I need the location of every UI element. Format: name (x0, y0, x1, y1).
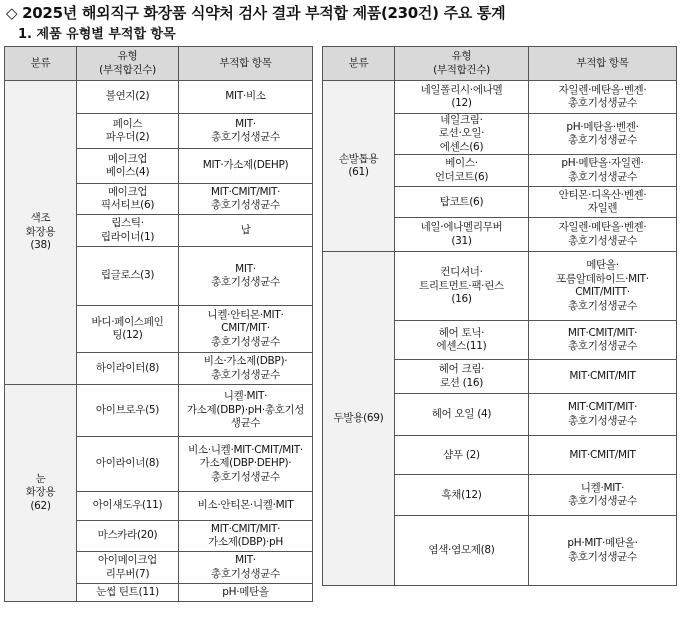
header-type: 유형 (부적합건수) (77, 47, 179, 81)
cell-line: 립스틱· (111, 217, 144, 230)
items-cell (529, 81, 677, 114)
type-cell (395, 187, 529, 218)
category-cell (5, 81, 77, 385)
items-cell (179, 149, 313, 184)
type-cell (77, 81, 179, 114)
cell-line: MIT·가소제(DEHP) (202, 159, 289, 172)
cell-line: 리무버(7) (105, 567, 150, 580)
cell-line: 로션 (16) (439, 376, 484, 389)
cell-line: (16) (451, 293, 472, 306)
type-cell (395, 360, 529, 394)
cell-line: (61) (348, 166, 369, 179)
table-row (323, 252, 677, 321)
cell-line: 샴푸 (2) (443, 448, 480, 461)
type-cell (77, 492, 179, 521)
cell-line: 손발톱용 (338, 152, 379, 165)
cell-line: pH·메탄올·벤젠· (566, 120, 639, 133)
cell-line: 총호기성생균수 (568, 340, 637, 353)
cell-line: (31) (451, 234, 472, 247)
cell-line: 메탄올· (586, 259, 619, 272)
type-cell (77, 215, 179, 247)
header-category: 분류 (323, 47, 395, 81)
items-cell (529, 516, 677, 586)
cell-line: 비소·안티몬·니켈·MIT (197, 499, 294, 512)
cell-line: 생균수 (230, 417, 261, 430)
items-cell (529, 475, 677, 516)
items-cell (179, 584, 313, 602)
items-cell (179, 353, 313, 385)
cell-line: 자일렌·메탄올·벤젠· (558, 221, 647, 234)
cell-line: MIT·비소 (225, 90, 266, 103)
cell-line: 자일렌 (587, 202, 618, 215)
type-cell (77, 353, 179, 385)
cell-line: 니켈·MIT· (223, 390, 268, 403)
cell-line: 네일크림· (440, 114, 483, 126)
type-cell (77, 247, 179, 306)
items-cell (529, 218, 677, 252)
type-cell (77, 437, 179, 492)
cell-line: pH·메탄올·자일렌· (561, 157, 644, 170)
cell-line: 파우더(2) (105, 131, 150, 143)
cell-line: 총호기성생균수 (568, 170, 637, 183)
cell-line: MIT·CMIT/MIT (569, 370, 636, 383)
left-table (4, 46, 313, 602)
cell-line: MIT·CMIT/MIT· (210, 185, 281, 198)
cell-line: 포름알데하이드·MIT· (556, 272, 649, 285)
header-items: 부적합 항목 (529, 47, 677, 81)
cell-line: 총호기성생균수 (211, 368, 280, 381)
cell-line: 바디·페이스페인 (91, 315, 164, 328)
items-cell (179, 215, 313, 247)
cell-line: 컨디셔너· (440, 266, 483, 279)
items-cell (179, 114, 313, 149)
cell-line: 에센스(6) (439, 140, 484, 153)
cell-line: 트리트먼트·팩·린스 (419, 279, 504, 292)
items-cell (179, 552, 313, 584)
cell-line: CMIT/MITT· (575, 286, 630, 299)
items-cell (529, 360, 677, 394)
cell-line: CMIT/MIT· (221, 322, 270, 335)
cell-line: 총호기성생균수 (568, 495, 637, 508)
cell-line: 페이스 (112, 117, 143, 130)
cell-line: (12) (451, 97, 472, 109)
cell-line: 비소·가소제(DBP)· (203, 355, 288, 368)
cell-line: 총호기성생균수 (211, 199, 280, 211)
cell-line: 두발용(69) (333, 412, 384, 425)
cell-line: 총호기성생균수 (568, 234, 637, 247)
cell-line: 볼연지(2) (105, 90, 150, 103)
type-cell (77, 385, 179, 437)
cell-line: 로션·오일· (438, 127, 485, 140)
cell-line: 메이크업 (107, 152, 148, 165)
type-cell (395, 321, 529, 360)
cell-line: 메이크업 (107, 185, 148, 198)
items-cell (529, 321, 677, 360)
type-cell (77, 114, 179, 149)
cell-line: 마스카라(20) (97, 529, 158, 542)
type-cell (77, 521, 179, 552)
items-cell (529, 187, 677, 218)
cell-line: 총호기성생균수 (568, 414, 637, 427)
table-row (5, 385, 313, 437)
cell-line: MIT· (235, 262, 256, 275)
cell-line: 아이브로우(5) (95, 403, 160, 416)
cell-line: 헤어 오일 (4) (431, 408, 492, 421)
cell-line: MIT· (235, 117, 256, 130)
cell-line: 가소제(DBP)·pH·총호기성 (186, 403, 305, 416)
cell-line: 네일폴리시·에나멜 (420, 83, 503, 96)
cell-line: 네일·에나멜리무버 (420, 221, 503, 234)
items-cell (179, 437, 313, 492)
cell-line: 흑채(12) (441, 488, 482, 501)
cell-line: 총호기성생균수 (211, 131, 280, 143)
type-cell (77, 149, 179, 184)
cell-line: 니켈·MIT· (580, 481, 625, 494)
cell-line: MIT·CMIT/MIT (569, 448, 636, 461)
cell-line: 총호기성생균수 (568, 299, 637, 312)
cell-line: 베이스· (445, 157, 478, 170)
type-cell (77, 306, 179, 353)
type-cell (77, 552, 179, 584)
header-category: 분류 (5, 47, 77, 81)
section-subtitle: 1. 제품 유형별 부적합 항목 (18, 27, 176, 42)
cell-line: 총호기성생균수 (211, 335, 280, 348)
cell-line: 가소제(DBP·DEHP)· (199, 457, 292, 470)
cell-line: 총호기성생균수 (211, 470, 280, 483)
cell-line: 립라이너(1) (100, 230, 155, 243)
page-title: ◇ 2025년 해외직구 화장품 식약처 검사 결과 부적합 제품(230건) 주요 통계 (6, 4, 506, 22)
header-items: 부적합 항목 (179, 47, 313, 81)
items-cell (179, 385, 313, 437)
cell-line: 화장용 (25, 486, 56, 499)
category-cell (5, 385, 77, 602)
table-row (5, 81, 313, 114)
type-cell (395, 394, 529, 436)
type-cell (395, 114, 529, 155)
cell-line: MIT·CMIT/MIT· (567, 401, 638, 414)
cell-line: 총호기성생균수 (568, 134, 637, 147)
type-cell (395, 252, 529, 321)
type-cell (395, 81, 529, 114)
cell-line: 총호기성생균수 (568, 550, 637, 563)
items-cell (179, 81, 313, 114)
cell-line: 가소제(DBP)·pH (208, 536, 283, 548)
items-cell (179, 184, 313, 215)
category-cell (323, 81, 395, 252)
items-cell (529, 155, 677, 187)
items-cell (529, 252, 677, 321)
cell-line: (62) (30, 499, 51, 512)
cell-line: MIT· (235, 554, 256, 567)
type-cell (395, 155, 529, 187)
type-cell (395, 436, 529, 475)
cell-line: 탑코트(6) (439, 195, 484, 208)
table-row (323, 81, 677, 114)
items-cell (179, 306, 313, 353)
items-cell (529, 436, 677, 475)
cell-line: 색조 (30, 212, 51, 225)
items-cell (529, 114, 677, 155)
cell-line: 픽서티브(6) (100, 199, 155, 211)
cell-line: 납 (240, 223, 251, 236)
right-table (322, 46, 677, 586)
cell-line: 눈썹 틴트(11) (96, 585, 159, 598)
cell-line: 하이라이터(8) (95, 361, 160, 374)
cell-line: (38) (30, 239, 51, 252)
cell-line: 립글로스(3) (100, 269, 155, 282)
cell-line: 염색·염모제(8) (428, 544, 495, 557)
type-cell (77, 184, 179, 215)
category-cell (323, 252, 395, 586)
items-cell (179, 247, 313, 306)
cell-line: 비소·니켈·MIT·CMIT/MIT· (188, 443, 303, 456)
cell-line: 아이메이크업 (97, 554, 158, 567)
cell-line: 화장용 (25, 225, 56, 238)
type-cell (395, 475, 529, 516)
cell-line: pH·메탄올 (222, 585, 269, 598)
cell-line: pH·MIT·메탄올· (567, 537, 638, 550)
type-cell (395, 218, 529, 252)
cell-line: 총호기성생균수 (211, 567, 280, 580)
items-cell (179, 521, 313, 552)
cell-line: 팅(12) (112, 329, 143, 341)
type-cell (395, 516, 529, 586)
cell-line: 총호기성생균수 (568, 97, 637, 109)
cell-line: 베이스(4) (105, 166, 150, 178)
cell-line: 언더코트(6) (434, 170, 489, 183)
type-cell (77, 584, 179, 602)
cell-line: 안티몬·디옥산·벤젠· (558, 188, 647, 201)
cell-line: 자일렌·메탄올·벤젠· (558, 83, 647, 96)
cell-line: MIT·CMIT/MIT· (210, 522, 281, 535)
cell-line: 아이섀도우(11) (92, 499, 163, 512)
cell-line: 니켈·안티몬·MIT· (207, 308, 284, 321)
cell-line: 헤어 크림· (438, 363, 485, 376)
cell-line: 에센스(11) (436, 340, 487, 353)
cell-line: 눈 (35, 472, 46, 485)
header-type: 유형 (부적합건수) (395, 47, 529, 81)
items-cell (179, 492, 313, 521)
cell-line: MIT·CMIT/MIT· (567, 326, 638, 339)
cell-line: 헤어 토닉· (438, 326, 485, 339)
items-cell (529, 394, 677, 436)
cell-line: 아이라이너(8) (95, 457, 160, 470)
cell-line: 총호기성생균수 (211, 276, 280, 288)
